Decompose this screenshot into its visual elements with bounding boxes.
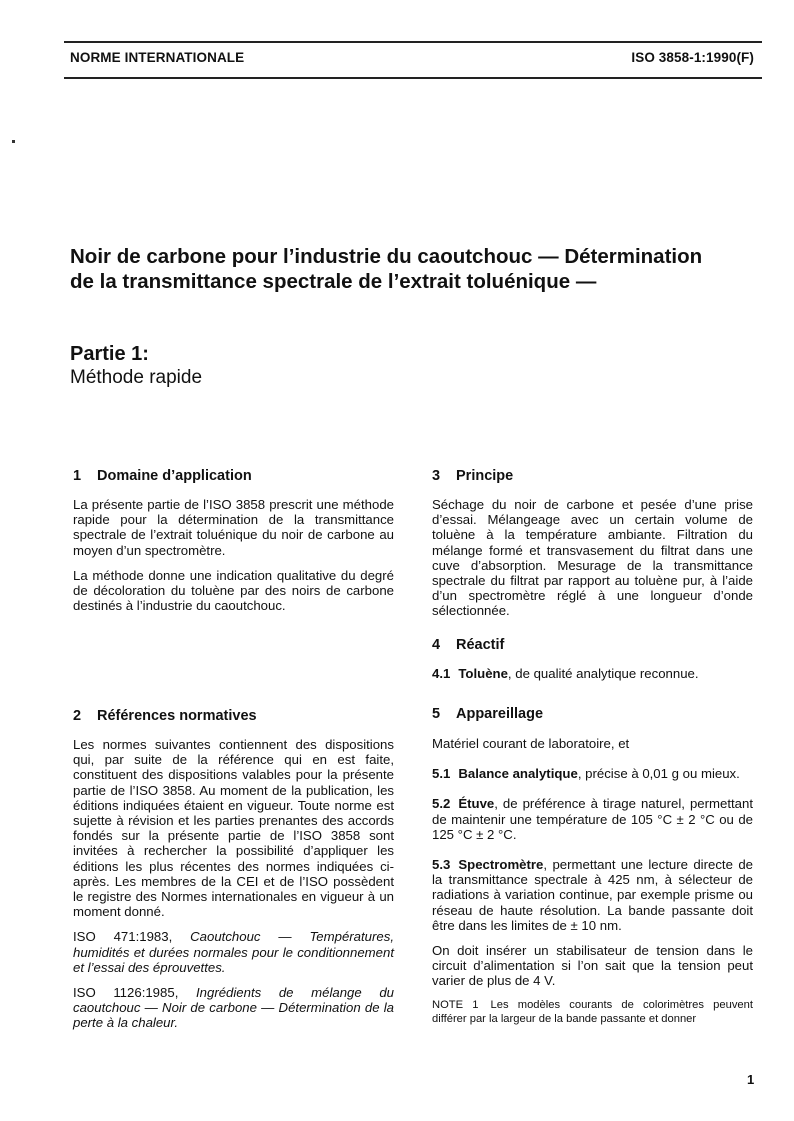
section-heading: 4 Réactif — [432, 637, 505, 653]
document-title: Noir de carbone pour l’industrie du caoutchouc — Détermination de la transmittance spectrale de l’extrait toluénique — — [70, 245, 703, 293]
clause-item: 5.2 Étuve, de préférence à tirage naturel, permettant de maintenir une température de 105 °C ± 2 °C ou de 125 °C ± 2 °C. — [432, 796, 753, 842]
section-1 — [73, 467, 394, 613]
reference-item: ISO 1126:1985, Ingrédients de mélange du caoutchouc — Noir de carbone — Détermination de la perte à la chaleur. — [73, 985, 394, 1031]
section-heading: 2 Références normatives — [73, 708, 257, 724]
section-4 — [432, 636, 753, 681]
section-heading: 1 Domaine d’application — [73, 468, 252, 484]
section-heading: 3 Principe — [432, 468, 514, 484]
scan-speck — [12, 140, 15, 143]
header-bottom-rule — [64, 77, 762, 79]
paragraph: Les normes suivantes contiennent des dispositions qui, par suite de la référence qui en est faite, constituent des dispositions valables pour la présente partie de l’ISO 3858. Au moment de la publication, les éditions indiquées étaient en vigueur. Toute norme est sujette à révision et les parties prenantes des accords fondés sur la présente partie de l’ISO 3858 sont invitées à rechercher la possibilité d’appliquer les éditions les plus récentes des normes indiquées ci-après. Les membres de la CEI et de l’ISO possèdent le registre des Normes internationales en vigueur à un moment donné. — [73, 737, 394, 920]
section-5 — [432, 705, 753, 1026]
page-number: 1 — [747, 1072, 755, 1087]
clause-item: 5.3 Spectromètre, permettant une lecture directe de la transmittance spectrale à 425 nm, à sélecteur de radiations à variation continue, par exemple prisme ou réseau de haute résolution. La bande passante doit être dans les limites de ± 10 nm. — [432, 857, 753, 933]
part-label: Partie 1: — [70, 343, 149, 365]
paragraph: Séchage du noir de carbone et pesée d’une prise d’essai. Mélangeage avec un certain volume de toluène à la température ambiante. Filtration du mélange formé et transvasement du filtrat dans une cuve d’absorption. Mesurage de la transmittance spectrale du filtrat par rapport au toluène pur, à l’aide d’un spectromètre réglé à une longueur d’onde sélectionnée. — [432, 497, 753, 619]
paragraph: On doit insérer un stabilisateur de tension dans le circuit d’alimentation si l’on sait que la tension peut varier de plus de 4 V. — [432, 943, 753, 989]
part-subtitle: Méthode rapide — [70, 367, 203, 388]
note: NOTE 1 Les modèles courants de colorimètres peuvent différer par la largeur de la bande passante et donner — [432, 998, 753, 1025]
document-type-label: NORME INTERNATIONALE — [70, 50, 245, 65]
header-top-rule — [64, 41, 762, 43]
paragraph: Matériel courant de laboratoire, et — [432, 736, 630, 751]
section-2 — [73, 707, 394, 1031]
clause-item: 4.1 Toluène, de qualité analytique reconnue. — [432, 666, 699, 681]
paragraph: La méthode donne une indication qualitative du degré de décoloration du toluène par des noirs de carbone destinés à l’industrie du caoutchouc. — [73, 567, 394, 614]
reference-item: ISO 471:1983, Caoutchouc — Températures, humidités et durées normales pour le conditionnement et l’essai des éprouvettes. — [73, 929, 394, 975]
section-3 — [432, 467, 753, 619]
paragraph: La présente partie de l’ISO 3858 prescrit une méthode rapide pour la détermination de la transmittance spectrale de l’extrait toluénique du noir de carbone au moyen d’un spectromètre. — [73, 497, 394, 558]
standard-reference: ISO 3858-1:1990(F) — [631, 50, 754, 65]
section-heading: 5 Appareillage — [432, 706, 544, 722]
clause-item: 5.1 Balance analytique, précise à 0,01 g ou mieux. — [432, 766, 740, 782]
